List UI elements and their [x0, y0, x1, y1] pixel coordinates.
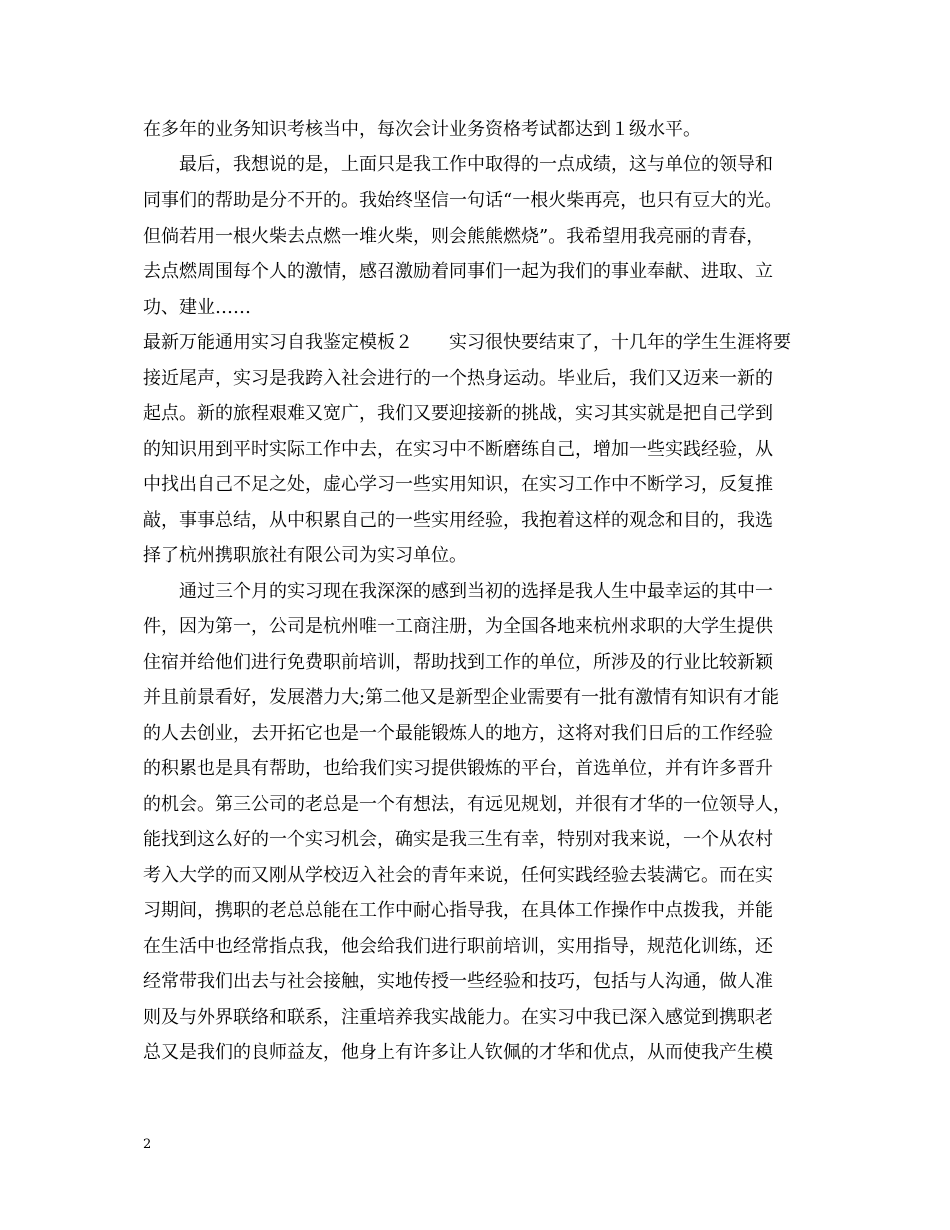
body-text-line: 但倘若用一根火柴去点燃一堆火柴，则会熊熊燃烧”。我希望用我亮丽的青春， [143, 226, 765, 247]
body-text-line: 去点燃周围每个人的激情，感召激励着同事们一起为我们的事业奉献、进取、立 [143, 261, 773, 282]
body-text-line: 件，因为第一，公司是杭州唯一工商注册，为全国各地来杭州求职的大学生提供 [143, 616, 773, 637]
body-text-line: 在生活中也经常指点我，他会给我们进行职前培训，实用指导，规范化训练，还 [143, 936, 773, 957]
body-text-line: 的机会。第三公司的老总是一个有想法，有远见规划，并很有才华的一位领导人， [143, 794, 791, 815]
body-text-line: 总又是我们的良师益友，他身上有许多让人钦佩的才华和优点，从而使我产生模 [143, 1042, 773, 1063]
body-text-line: 则及与外界联络和联系，注重培养我实战能力。在实习中我已深入感觉到携职老 [143, 1007, 773, 1028]
body-text-line: 在多年的业务知识考核当中，每次会计业务资格考试都达到１级水平。 [143, 119, 701, 140]
body-text-line: 习期间，携职的老总总能在工作中耐心指导我，在具体工作操作中点拨我，并能 [143, 900, 773, 921]
body-text-line: 敲，事事总结，从中积累自己的一些实用经验，我抱着这样的观念和目的，我选 [143, 510, 773, 531]
body-text-line: 中找出自己不足之处，虚心学习一些实用知识，在实习工作中不断学习，反复推 [143, 474, 773, 495]
body-text-line: 择了杭州携职旅社有限公司为实习单位。 [143, 545, 467, 566]
body-text-line: 经常带我们出去与社会接触，实地传授一些经验和技巧，包括与人沟通，做人准 [143, 971, 773, 992]
body-text-line: 考入大学的而又刚从学校迈入社会的青年来说，任何实践经验去装满它。而在实 [143, 865, 773, 886]
body-text-line: 通过三个月的实习现在我深深的感到当初的选择是我人生中最幸运的其中一 [143, 581, 773, 602]
body-text-line: 起点。新的旅程艰难又宽广，我们又要迎接新的挑战，实习其实就是把自己学到 [143, 403, 773, 424]
body-text-line: 的人去创业，去开拓它也是一个最能锻炼人的地方，这将对我们日后的工作经验 [143, 723, 773, 744]
body-text-line: 功、建业…… [143, 297, 251, 318]
body-text-line: 的知识用到平时实际工作中去，在实习中不断磨练自己，增加一些实践经验，从 [143, 439, 773, 460]
body-text-line: 最新万能通用实习自我鉴定模板２ 实习很快要结束了，十几年的学生生涯将要 [143, 332, 791, 353]
body-text-line: 最后，我想说的是，上面只是我工作中取得的一点成绩，这与单位的领导和 [143, 154, 773, 175]
body-text-line: 能找到这么好的一个实习机会，确实是我三生有幸，特别对我来说，一个从农村 [143, 829, 773, 850]
body-text-line: 并且前景看好，发展潜力大;第二他又是新型企业需要有一批有激情有知识有才能 [143, 687, 780, 708]
body-text-line: 接近尾声，实习是我跨入社会进行的一个热身运动。毕业后，我们又迈来一新的 [143, 368, 773, 389]
body-text-line: 住宿并给他们进行免费职前培训，帮助找到工作的单位，所涉及的行业比较新颖 [143, 652, 773, 673]
body-text-line: 的积累也是具有帮助，也给我们实习提供锻炼的平台，首选单位，并有许多晋升 [143, 758, 773, 779]
page-number: 2 [143, 1137, 152, 1152]
body-text-line: 同事们的帮助是分不开的。我始终坚信一句话“一根火柴再亮，也只有豆大的光。 [143, 190, 783, 211]
